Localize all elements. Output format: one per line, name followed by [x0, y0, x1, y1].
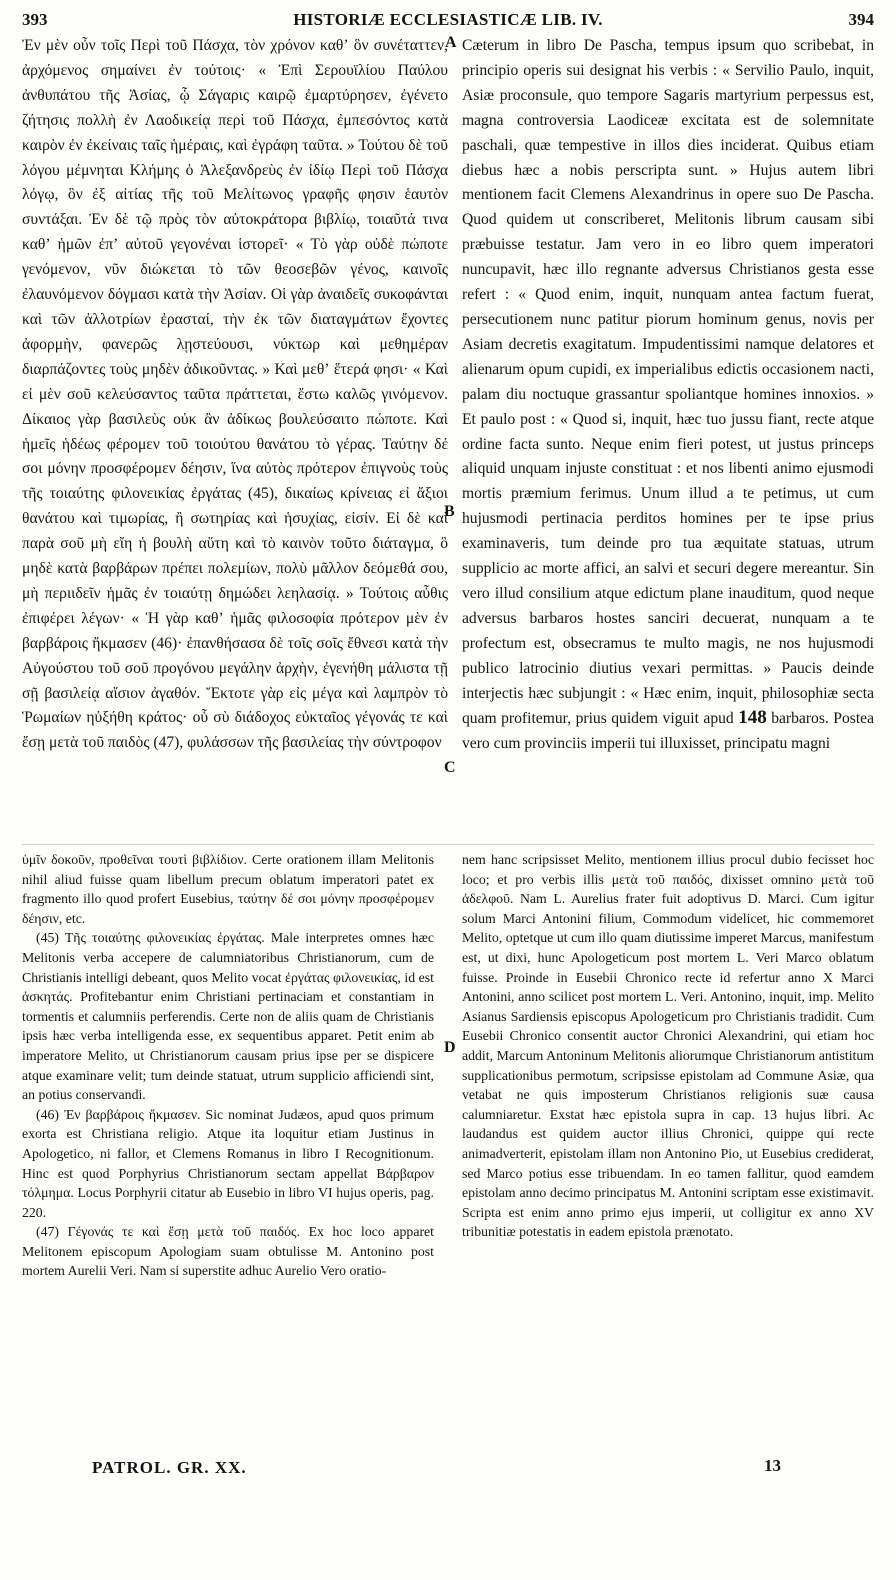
note-46: (46) Ἐν βαρβάροις ἤκμασεν. Sic nominat Judæos, apud quos primum exorta est Christiana religio. Atque ita loquitur etiam Justinus in Apologetico, ni fallor, et Clemens Romanus in libro I Recognitionum. Hinc est quod Porphyrius Christianorum sectam appellat Βάρβαρον τόλμημα. Locus Porphyrii citatur ab Eusebio in libro VI hujus operis, pag. 220.: [22, 1106, 434, 1220]
note-continuation: ὑμῖν δοκοῦν, προθεῖναι τουτὶ βιβλίδιον. Certe orationem illam Melitonis nihil aliud fuisse quam libellum precum oblatum imperatori patet ex fragmento illo quod profert Eusebius, ταύτην δέ σοι μόνην προσφέρομεν δέησιν, etc.: [22, 852, 434, 926]
running-title: HISTORIÆ ECCLESIASTICÆ LIB. IV.: [293, 10, 603, 29]
note-47: (47) Γέγονάς τε καὶ ἔσῃ μετὰ τοῦ παιδός. Ex hoc loco apparet Melitonem episcopum Apologiam suam obtulisse M. Antonino post mortem Aurelii Veri. Nam si superstite adhuc Aurelio Vero oratio-: [22, 1224, 434, 1279]
greek-column: [22, 34, 448, 756]
latin-text: [462, 34, 874, 757]
latin-text-main: Cæterum in libro De Pascha, tempus ipsum quo scribebat, in principio operis sui designat his verbis : « Servilio Paulo, inquit, Asiæ proconsule, quo tempore Sagaris martyrium perpessus est, magna controversia Laodiceæ excitata est de solemnitate paschali, quæ tempestive in illos dies inciderat. Quibus etiam diebus hæc a nobis perscripta sunt. » Hujus autem libri mentionem facit Clemens Alexandrinus in opere suo De Pascha. Quod quidem ut conscriberet, Melitonis librum causam sibi præbuisse testatur. Jam vero in eo libro quem imperatori nuncupavit, hæc illo regnante adversus Christianos gesta esse refert : « Quod enim, inquit, nunquam antea factum fuerat, persecutionem nunc patitur piorum hominum genus, novis per Asiam decretis exagitatum. Impudentissimi namque delatores et alienarum opum cupidi, ex imperialibus edictis occasionem nacti, palam diu noctuque grassantur spoliantque homines innoxios. » Et paulo post : « Quod si, inquit, hæc tuo jussu fiant, recte atque ordine facta sunto. Neque enim fieri potest, ut justus princeps aliquid unquam injuste constituat : et nos libenti animo ejusmodi mortis præmium ferimus. Unum illud a te petimus, ut cum hujusmodi pertinacia perditos homines per te ipse prius examinaveris, tum deinde pro tua æquitate statuas, utrum supplicio ac morte affici, an salvi et securi degere mereantur. Sin vero illud consilium atque edictum plane inauditum, quod neque adversus barbaros hostes sanciri decuerat, nunquam a te profectum est, obsecramus te multo magis, ne nos hujusmodi publico latrocinio diutius vexari permittas. » Paucis deinde interjectis hæc subjungit : « Hæc enim, inquit, philosophiæ secta quam profitemur, prius quidem viguit apud: [462, 37, 874, 728]
notes-right-column: [462, 850, 874, 1242]
margin-letter-d: D: [444, 1039, 456, 1056]
right-page-number: 394: [848, 10, 874, 29]
margin-letter-a: A: [445, 34, 457, 51]
margin-letter-b: B: [444, 503, 455, 520]
latin-text-end: barbaros. Postea vero cum provinciis imperii tui illuxisset, principatu magni: [462, 710, 875, 753]
column-marker: 148: [738, 707, 767, 729]
margin-letter-c: C: [444, 759, 456, 776]
latin-column: [462, 34, 874, 757]
greek-text: Ἐν μὲν οὖν τοῖς Περὶ τοῦ Πάσχα, τὸν χρόνον καθʼ ὃν συνέταττεν, ἀρχόμενος σημαίνει ἐν τούτοις· « Ἐπὶ Σερουϊλίου Παύλου ἀνθυπάτου τῆς Ἀσίας, ᾧ Σάγαρις καιρῷ ἐμαρτύρησεν, ἐγένετο ζήτησις πολλὴ ἐν Λαοδικείᾳ περὶ τοῦ Πάσχα, ἐμπεσόντος κατὰ καιρὸν ἐν ἐκείναις ταῖς ἡμέραις, καὶ ἐγράφη ταῦτα. » Τούτου δὲ τοῦ λόγου μέμνηται Κλήμης ὁ Ἀλεξανδρεὺς ἐν ἰδίῳ Περὶ τοῦ Πάσχα λόγῳ, ὃν ἐξ αἰτίας τῆς τοῦ Μελίτωνος γραφῆς φησιν ἑαυτὸν συντάξαι. Ἐν δὲ τῷ πρὸς τὸν αὐτοκράτορα βιβλίῳ, τοιαῦτά τινα καθʼ ἡμῶν ἐπʼ αὐτοῦ γεγονέναι ἱστορεῖ· « Τὸ γὰρ οὐδὲ πώποτε γενόμενον, νῦν διώκεται τὸ τῶν θεοσεβῶν γένος, καινοῖς ἐλαυνόμενον δόγμασι κατὰ τὴν Ἀσίαν. Οἱ γὰρ ἀναιδεῖς συκοφάνται καὶ τῶν ἀλλοτρίων ἐρασταί, τὴν ἐκ τῶν διαταγμάτων ἔχοντες ἀφορμὴν, φανερῶς λῃστεύουσι, νύκτωρ καὶ μεθημέραν διαρπάζοντες τοὺς μηδὲν ἀδικοῦντας. » Καὶ μεθʼ ἕτερά φησι· « Καὶ εἰ μὲν σοῦ κελεύσαντος ταῦτα πράττεται, ἔστω καλῶς γινόμενον. Δίκαιος γὰρ βασιλεὺς οὐκ ἂν ἀδίκως βουλεύσαιτο πώποτε. Καὶ ἡμεῖς ἡδέως φέρομεν τοῦ τοιούτου θανάτου τὸ γέρας. Ταύτην δέ σοι μόνην προσφέρομεν δέησιν, ἵνα αὐτὸς πρότερον ἐπιγνοὺς τοὺς τῆς τοιαύτης φιλονεικίας ἐργάτας (45), δικαίως κρίνειας εἰ ἄξιοι θανάτου καὶ τιμωρίας, ἢ σωτηρίας καὶ ἡσυχίας, εἰσίν. Εἰ δὲ καὶ παρὰ σοῦ μὴ εἴη ἡ βουλὴ αὕτη καὶ τὸ καινὸν τοῦτο διάταγμα, ὃ μηδὲ κατὰ βαρβάρων πρέπει πολεμίων, πολὺ μᾶλλον δεόμεθά σου, μὴ περιιδεῖν ἡμᾶς ἐν τοιαύτῃ δημώδει λεηλασίᾳ. » Τούτοις αὖθις ἐπιφέρει λέγων· « Ἡ γὰρ καθʼ ἡμᾶς φιλοσοφία πρότερον μὲν ἐν βαρβάροις ἤκμασεν (46)· ἐπανθήσασα δὲ τοῖς σοῖς ἔθνεσι κατὰ τὴν Αὐγούστου τοῦ σοῦ προγόνου μεγάλην ἀρχὴν, ἐγενήθη μάλιστα τῇ σῇ βασιλείᾳ αἴσιον ἀγαθόν. Ἔκτοτε γὰρ εἰς μέγα καὶ λαμπρὸν τὸ Ῥωμαίων ηὐξήθη κράτος· οὗ σὺ διάδοχος εὐκταῖος γέγονάς τε καὶ ἔσῃ μετὰ τοῦ παιδὸς (47), φυλάσσων τῆς βασιλείας τὴν σύντροφον: [22, 37, 448, 752]
page: [22, 10, 874, 1570]
note-45: (45) Τῆς τοιαύτης φιλονεικίας ἐργάτας. Male interpretes omnes hæc Melitonis verba accepere de calumniatoribus Christianorum, cum de Christianis intelligi debeant, quos Melito vocat ἐργάτας φιλονεικίας, id est ἀσκητάς. Profitebantur enim Christiani pertinaciam et constantiam in tormentis et calumniis perferendis. Certe non de aliis quam de Christianis ipsis hæc verba intelligenda esse, ex sequentibus apparet. Petit enim ab imperatore Melito, ut Christianorum causam prius ipse per se dispicere atque examinare velit; tum deinde statuat, utrum supplicio afficiendi sint, an potius conservandi.: [22, 930, 434, 1103]
notes-left-column: [22, 850, 434, 1281]
notes-divider: [22, 844, 874, 845]
note-47-continued: nem hanc scripsisset Melito, mentionem illius procul dubio fecisset hoc loco; et pro verbis illis μετὰ τοῦ παιδός, dixisset omnino μετὰ τοῦ ἀδελφοῦ. Nam L. Aurelius frater fuit adoptivus D. Marci. Cum igitur solum Marci Antonini filium, Commodum videlicet, hic commemoret Melito, optetque ut cum illo quam diutissime imperet Marcus, manifestum est, ut dixi, hunc Apologeticum post mortem L. Veri Marco oblatum fuisse. Proinde in Eusebii Chronico recte id refertur anno X Marci Antonini, anno scilicet post mortem L. Veri. Antonino, inquit, imp. Melito Asianus Sardiensis episcopus Apologeticum pro Christianis tradidit. Cum Eusebii Chronico consentit auctor Chronici Alexandrini, qui etiam hoc addit, Marcum Antoninum Melitonis aliorumque Christianorum antistitum supplicationibus permotum, scripsisse epistolam ad Commune Asiæ, qua vetabat ne quis imposterum Christianos religionis suæ causa calumniaretur. Exstat hæc epistola supra in cap. 13 hujus libri. Ac laudandus est quidem auctor illius Chronici, quippe qui recte animadverterit, epistolam illam non Antonino Pio, ut Eusebius crediderat, sed Marco potius esse tribuendam. In eo tamen fallitur, quod eamdem epistolam anno decimo principatus M. Antonini scriptam esse existimavit. Scripta est enim anno primo ejus imperii, ut colligitur ex anno XV tribunitiæ potestatis in eadem epistola prænotato.: [462, 852, 874, 1240]
running-header: [22, 10, 874, 32]
left-page-number: 393: [22, 10, 48, 29]
series-footer: PATROL. GR. XX.: [92, 1458, 247, 1477]
signature-mark: 13: [764, 1456, 781, 1475]
